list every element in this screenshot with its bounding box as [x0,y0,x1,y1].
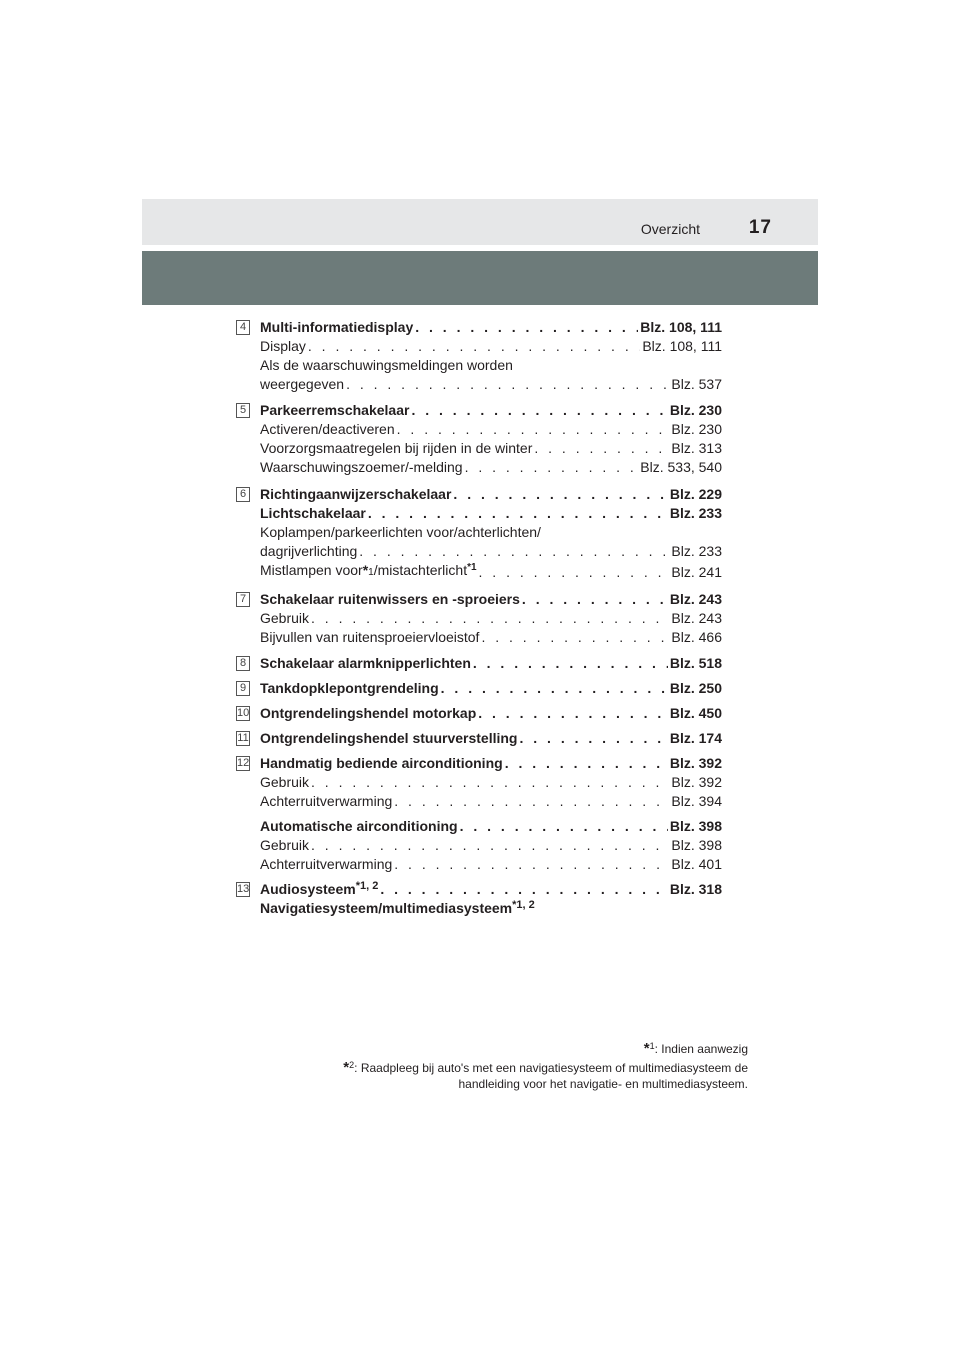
dot-leader [505,754,668,773]
dot-leader [478,704,668,723]
index-entry [236,401,722,477]
entry-label: dagrijverlichting [260,543,358,559]
dot-leader [519,729,667,748]
dot-leader [311,773,669,792]
entry-title-row [260,679,722,698]
page-reference: Blz. 229 [669,486,722,502]
entry-label: Display [260,338,306,354]
dot-leader [460,817,668,836]
page-reference: Blz. 392 [671,774,722,790]
entry-sub-row [260,792,722,811]
index-entry [236,318,722,394]
dot-leader [311,609,669,628]
dot-leader [397,420,670,439]
page-reference: Blz. 233 [669,505,722,521]
entry-label: Mistlampen voor*1/mistachterlicht$^{*1}$ [260,562,477,578]
dot-leader [479,563,670,582]
entry-title-row [260,817,722,836]
entry-label: Achterruitverwarming [260,856,393,872]
item-number-badge: 12 [237,757,250,769]
dot-leader [346,375,669,394]
page-reference: Blz. 401 [671,856,722,872]
item-number-badge: 11 [237,732,249,744]
page-reference: Blz. 450 [669,705,722,721]
index-entry [236,679,722,698]
entry-label: Gebruik [260,837,310,853]
entry-sub-row [260,561,722,582]
page-reference: Blz. 230 [671,421,722,437]
entry-sub-row [260,337,722,356]
index-entry [236,880,722,918]
item-number-badge: 8 [236,656,250,671]
entry-title-row [260,590,722,609]
entry-label: Schakelaar ruitenwissers en -sproeiers [260,591,520,607]
entry-label: Gebruik [260,774,310,790]
entry-sub-row [260,439,722,458]
entry-label: Ontgrendelingshendel stuurverstelling [260,730,518,746]
item-number-badge: 9 [236,681,250,696]
item-number-badge: 5 [236,403,250,418]
entry-title-row [260,654,722,673]
entry-title-row [260,754,722,773]
page-reference: Blz. 518 [669,655,722,671]
item-number-badge: 6 [236,487,250,502]
entry-title-row [260,318,722,337]
page-reference: Blz. 230 [669,402,722,418]
entry-label: Achterruitverwarming [260,793,393,809]
entry-title-row [260,704,722,723]
page-reference: Blz. 533, 540 [640,459,722,475]
index-entry [236,654,722,673]
page-reference: Blz. 398 [669,818,722,834]
item-number-badge: 7 [236,592,250,607]
dot-leader [473,654,668,673]
entry-sub-row [260,836,722,855]
entry-label: Bijvullen van ruitensproeiervloeistof [260,629,480,645]
entry-sub-row [260,375,722,394]
item-number-badge: 10 [237,707,250,719]
entry-label: Audiosysteem$^{*1, 2}$ [260,880,379,897]
entry-sub-row [260,609,722,628]
entry-title-row [260,504,722,523]
entry-sub-row [260,628,722,647]
dot-leader [465,458,639,477]
entry-label: weergegeven [260,376,345,392]
dot-leader [411,401,667,420]
item-number-badge: 13 [237,883,250,895]
page-reference: Blz. 108, 111 [642,338,722,354]
entry-label: Activeren/deactiveren [260,421,395,437]
dot-leader [311,836,669,855]
dot-leader [441,679,668,698]
entry-sub-row [260,420,722,439]
index-list [236,318,722,918]
entry-label: Ontgrendelingshendel motorkap [260,705,477,721]
entry-text: Koplampen/parkeerlichten voor/achterlichten/ [260,524,541,540]
dot-leader [394,855,669,874]
page-reference: Blz. 394 [671,793,722,809]
index-entry [236,590,722,647]
entry-label: Richtingaanwijzerschakelaar [260,486,452,502]
dot-leader [394,792,669,811]
entry-title-row [260,729,722,748]
dot-leader [522,590,668,609]
page-reference: Blz. 392 [669,755,722,771]
item-number-badge: 4 [236,320,250,335]
entry-label: Automatische airconditioning [260,818,458,834]
entry-label: Tankdopklepontgrendeling [260,680,439,696]
entry-label: Multi-informatiedisplay [260,319,414,335]
page-reference: Blz. 313 [671,440,722,456]
dot-leader [453,485,667,504]
footnote: *$^2$: Raadpleeg bij auto's met een navigatiesysteem of multimediasysteem de handleiding voor het navigatie- en multimediasysteem. [343,1059,748,1091]
entry-sub-row [260,542,722,561]
dot-leader [534,439,669,458]
index-entry [236,729,722,748]
dot-leader [481,628,669,647]
page-reference: Blz. 398 [671,837,722,853]
dot-leader [368,504,668,523]
footnotes [343,1041,748,1095]
page-header [142,199,818,245]
entry-title-row [260,485,722,504]
dot-leader [359,542,669,561]
section-banner [142,251,818,305]
section-title: Overzicht [640,221,700,237]
entry-title-row [260,880,722,899]
entry-sub-row [260,773,722,792]
entry-label: Lichtschakelaar [260,505,366,521]
dot-leader [380,880,668,899]
entry-title: Navigatiesysteem/multimediasysteem$^{*1, 2}$ [260,899,535,916]
entry-label: Voorzorgsmaatregelen bij rijden in de winter [260,440,533,456]
page-reference: Blz. 243 [669,591,722,607]
entry-sub-row [260,458,722,477]
page-reference: Blz. 243 [671,610,722,626]
entry-text: Als de waarschuwingsmeldingen worden [260,357,513,373]
page-reference: Blz. 241 [671,564,722,580]
page-reference: Blz. 233 [671,543,722,559]
entry-label: Waarschuwingszoemer/-melding [260,459,463,475]
entry-label: Parkeerremschakelaar [260,402,410,418]
index-entry [236,704,722,723]
page-reference: Blz. 318 [669,881,722,897]
page-number: 17 [748,217,772,238]
page-reference: Blz. 537 [671,376,722,392]
page-reference: Blz. 250 [669,680,722,696]
index-entry [236,485,722,582]
page-reference: Blz. 174 [669,730,722,746]
entry-title-row [260,401,722,420]
index-entry [236,754,722,874]
page-reference: Blz. 466 [671,629,722,645]
entry-label: Handmatig bediende airconditioning [260,755,503,771]
dot-leader [308,337,640,356]
entry-label: Gebruik [260,610,310,626]
dot-leader [415,318,638,337]
entry-sub-row [260,855,722,874]
footnote: *$^1$: Indien aanwezig [643,1040,748,1057]
page-reference: Blz. 108, 111 [640,319,722,335]
entry-label: Schakelaar alarmknipperlichten [260,655,471,671]
